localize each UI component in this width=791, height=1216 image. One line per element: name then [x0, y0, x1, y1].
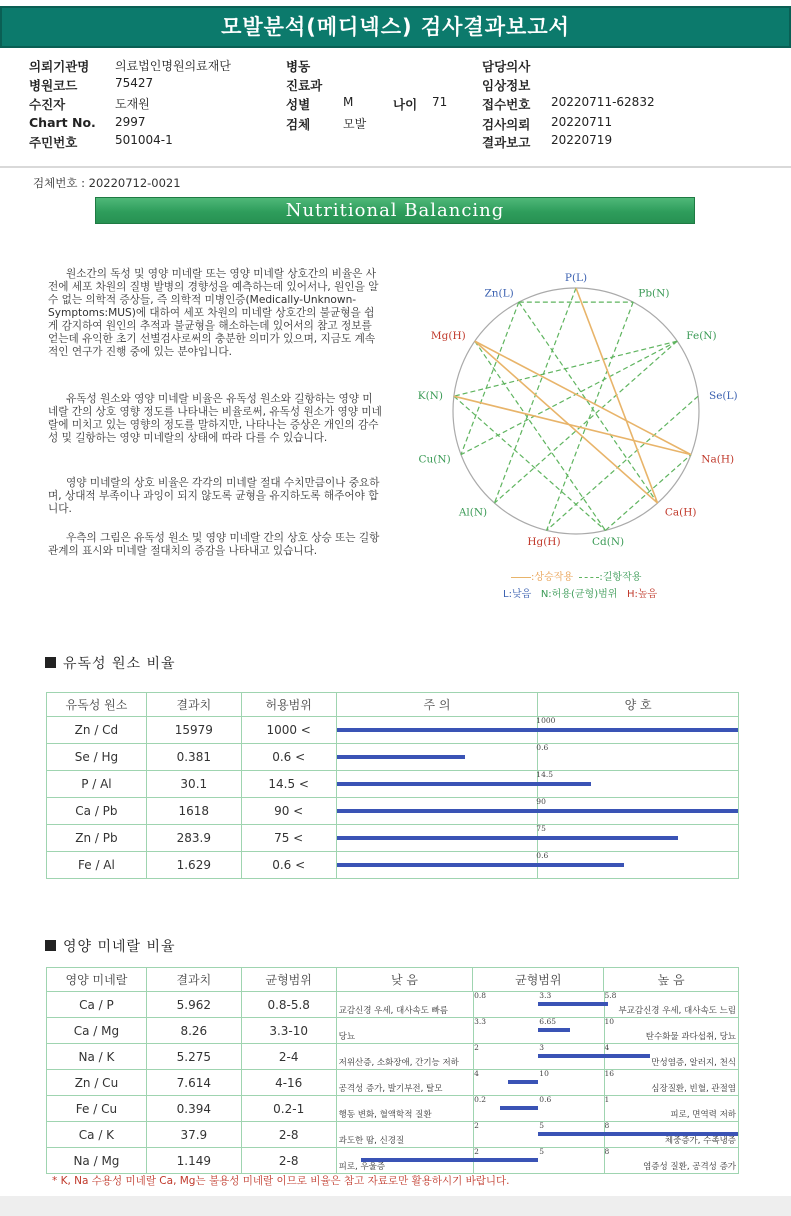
toxic-name-cell: Zn / Pb — [47, 825, 147, 852]
toxic-header-result: 결과치 — [146, 693, 241, 717]
range-tick-label: 5.8 — [604, 991, 617, 1000]
nutrient-section-title — [45, 936, 176, 956]
toxic-bar-cell — [336, 771, 738, 798]
toxic-name-cell: P / Al — [47, 771, 147, 798]
low-description: 피로, 우울증 — [338, 1162, 386, 1172]
toxic-row — [47, 852, 739, 879]
legend-high: H:높음 — [626, 589, 658, 600]
nutrient-name-cell: Na / K — [47, 1044, 147, 1070]
range-tick-label: 8 — [604, 1147, 610, 1156]
report-date-value: 20220719 — [551, 133, 613, 147]
low-description: 당뇨 — [338, 1032, 356, 1042]
toxic-ratio-bar — [337, 809, 738, 813]
toxic-bar-cell — [336, 852, 738, 879]
wheel-node-label: Mg(H) — [430, 329, 466, 342]
toxic-bar-cell — [336, 798, 738, 825]
age-value: 71 — [432, 95, 448, 109]
range-tick-label: 4 — [474, 1069, 479, 1078]
nutrient-result-cell: 5.962 — [146, 992, 241, 1018]
nutrient-row — [47, 1070, 739, 1096]
toxic-result-cell: 1618 — [146, 798, 241, 825]
toxic-header-element: 유독성 원소 — [47, 693, 147, 717]
nutrient-result-cell: 5.275 — [146, 1044, 241, 1070]
range-tick-label: 0.6 — [539, 1095, 552, 1104]
nutrient-name-cell: Fe / Cu — [47, 1096, 147, 1122]
toxic-bar-cell — [336, 825, 738, 852]
institution-label: 의뢰기관명 — [29, 59, 90, 74]
toxic-range-cell: 90 < — [241, 798, 336, 825]
range-tick-label: 1 — [604, 1095, 610, 1104]
paragraph-1: 원소간의 독성 및 영양 미네랄 또는 영양 미네랄 상호간의 비율은 사전에 세포 차원의 질병 발병의 경향성을 예측하는데 있어서나, 원인을 알 수 없는 의학적 증상들, 즉 의학적 미병인증(Medically-Unknown-Symptoms:MUS)에 대하여 세포 차원의 미네랄 상호간의 불균형을 쉽게 감지하여 원인의 추적과 불균형을 해소하는데 있어서의 참고 정보를 얻는데 유익한 초기 선별검사로써의 충분한 의미가 있으며, 지금도 계속적인 연구가 진행 중에 있는 분야입니다. — [48, 268, 379, 358]
toxic-result-cell: 30.1 — [146, 771, 241, 798]
wheel-circle — [453, 288, 699, 534]
range-tick-label: 2 — [474, 1121, 479, 1130]
nutrient-section-title-text: 영양 미네랄 비율 — [63, 939, 176, 955]
sex-label: 성별 — [286, 97, 311, 112]
range-tick-label: 4 — [604, 1043, 610, 1052]
bottom-strip — [0, 1196, 791, 1216]
threshold-tick-label: 0.6 — [536, 743, 549, 752]
range-tick-label: 6.65 — [539, 1017, 556, 1026]
high-description: 염증성 질환, 공격성 증가 — [643, 1162, 736, 1172]
nutrient-result-cell: 1.149 — [146, 1148, 241, 1174]
nutrient-row — [47, 1044, 739, 1070]
synergy-swatch — [511, 577, 531, 578]
chart-no-value: 2997 — [115, 115, 146, 129]
nutrient-row — [47, 992, 739, 1018]
nutrient-name-cell: Ca / Mg — [47, 1018, 147, 1044]
dept-label: 진료과 — [286, 78, 323, 93]
toxic-name-cell: Zn / Cd — [47, 717, 147, 744]
clinical-label: 임상정보 — [482, 78, 531, 93]
legend-low: L:낮음 — [503, 589, 532, 600]
nutrient-ratio-table — [46, 967, 739, 1174]
resident-no-value: 501004-1 — [115, 133, 173, 147]
nutrient-row — [47, 1018, 739, 1044]
toxic-name-cell: Ca / Pb — [47, 798, 147, 825]
nutrient-name-cell: Ca / K — [47, 1122, 147, 1148]
range-tick-label: 3 — [539, 1043, 545, 1052]
toxic-result-cell: 1.629 — [146, 852, 241, 879]
toxic-name-cell: Se / Hg — [47, 744, 147, 771]
toxic-result-cell: 15979 — [146, 717, 241, 744]
wheel-node-label: Fe(N) — [686, 329, 717, 342]
nutrient-range-cell: 0.8-5.8 — [241, 992, 336, 1018]
toxic-range-cell: 14.5 < — [241, 771, 336, 798]
nutrient-bar-cell — [336, 1122, 738, 1148]
range-tick-label: 16 — [604, 1069, 615, 1078]
paragraph-3: 영양 미네랄의 상호 비율은 각각의 미네랄 절대 수치만큼이나 중요하며, 상대적 부족이나 과잉이 되지 않도록 균형을 유지하도록 해주어야 합니다. — [48, 477, 380, 515]
request-label: 검사의뢰 — [482, 117, 531, 132]
range-tick-label: 5 — [539, 1147, 545, 1156]
toxic-ratio-bar — [337, 728, 738, 732]
nutrient-header-range: 균형범위 — [241, 968, 336, 992]
nutrient-result-cell: 37.9 — [146, 1122, 241, 1148]
nutrient-ratio-bar — [538, 1132, 738, 1136]
toxic-row — [47, 771, 739, 798]
nutrient-ratio-bar — [508, 1080, 538, 1084]
nutrient-range-cell: 4-16 — [241, 1070, 336, 1096]
nutrient-header-mineral: 영양 미네랄 — [47, 968, 147, 992]
toxic-range-cell: 0.6 < — [241, 852, 336, 879]
toxic-row — [47, 717, 739, 744]
report-label: 결과보고 — [482, 135, 531, 150]
footnote: * K, Na 수용성 미네랄 Ca, Mg는 불용성 미네랄 이므로 비율은 참고 자료로만 활용하시기 바랍니다. — [52, 1175, 510, 1187]
receipt-no-label: 접수번호 — [482, 97, 531, 112]
toxic-ratio-bar — [337, 863, 624, 867]
range-tick-label: 2 — [474, 1043, 479, 1052]
high-description: 부교감신경 우세, 대사속도 느림 — [618, 1006, 736, 1016]
toxic-bar-cell — [336, 717, 738, 744]
wheel-node-label: Zn(L) — [484, 287, 514, 300]
antagonism-swatch — [579, 577, 599, 578]
paragraph-2: 유독성 원소와 영양 미네랄 비율은 유독성 원소와 길항하는 영양 미네랄 간의 상호 영향 정도를 나타내는 비율로써, 유독성 원소가 영양 미네랄에 미치고 있는 영향의 정도를 말하지만, 나타나는 증상은 개인의 감수성 및 길항하는 영양 미네랄의 상태에 따라 다를 수 있습니다. — [48, 393, 382, 444]
nutrient-header-balance: 균형범위 — [473, 968, 604, 992]
threshold-tick-label: 1000 — [536, 716, 556, 725]
range-tick-label: 10 — [604, 1017, 615, 1026]
wheel-node-label: Al(N) — [458, 506, 488, 519]
low-description: 과도한 땀, 신경질 — [338, 1136, 405, 1146]
range-tick-label: 8 — [604, 1121, 610, 1130]
range-tick-label: 0.8 — [474, 991, 486, 1000]
nutrient-header-result: 결과치 — [146, 968, 241, 992]
chart-no-label: Chart No. — [29, 115, 96, 130]
threshold-tick-label: 14.5 — [536, 770, 553, 779]
nutrient-result-cell: 7.614 — [146, 1070, 241, 1096]
nutrient-bar-cell — [336, 1018, 738, 1044]
receipt-no-value: 20220711-62832 — [551, 95, 655, 109]
hospital-code-value: 75427 — [115, 76, 154, 90]
ward-label: 병동 — [286, 59, 311, 74]
specimen-value: 모발 — [343, 117, 367, 131]
nutrient-row — [47, 1148, 739, 1174]
high-description: 탄수화물 과다섭취, 당뇨 — [645, 1032, 736, 1042]
request-date-value: 20220711 — [551, 115, 613, 129]
nutritional-balancing-banner: Nutritional Balancing — [95, 197, 695, 224]
high-description: 피로, 면역력 저하 — [670, 1110, 736, 1120]
nutrient-header-low: 낮 음 — [336, 968, 473, 992]
nutrient-range-cell: 0.2-1 — [241, 1096, 336, 1122]
nutrient-range-cell: 2-8 — [241, 1148, 336, 1174]
nutrient-ratio-bar — [500, 1106, 538, 1110]
range-tick-label: 5 — [539, 1121, 545, 1130]
wheel-node-label: Hg(H) — [527, 536, 561, 549]
wheel-node-label: Na(H) — [701, 453, 735, 466]
range-tick-label: 3.3 — [539, 991, 552, 1000]
toxic-result-cell: 283.9 — [146, 825, 241, 852]
toxic-result-cell: 0.381 — [146, 744, 241, 771]
age-label: 나이 — [393, 97, 418, 112]
toxic-range-cell: 1000 < — [241, 717, 336, 744]
toxic-bar-cell — [336, 744, 738, 771]
nutrient-name-cell: Zn / Cu — [47, 1070, 147, 1096]
low-description: 공격성 증가, 발기부전, 탈모 — [338, 1084, 443, 1094]
wheel-node-label: Pb(N) — [638, 287, 670, 300]
toxic-ratio-bar — [337, 836, 678, 840]
nutrient-bar-cell — [336, 1148, 738, 1174]
nutrient-ratio-bar — [538, 1028, 570, 1032]
hospital-code-label: 병원코드 — [29, 78, 78, 93]
toxic-row — [47, 798, 739, 825]
sex-value: M — [343, 95, 354, 109]
institution-value: 의료법인명원의료재단 — [115, 59, 231, 73]
legend-levels — [503, 585, 657, 600]
nutrient-result-cell: 0.394 — [146, 1096, 241, 1122]
nutrient-row — [47, 1096, 739, 1122]
threshold-tick-label: 75 — [536, 824, 546, 833]
threshold-tick-label: 90 — [536, 797, 546, 806]
antagonism-line — [475, 341, 606, 530]
legend-antagonism: :길항작용 — [599, 572, 642, 583]
wheel-node-label: P(L) — [564, 272, 588, 284]
recipient-value: 도재원 — [115, 97, 150, 111]
doctor-label: 담당의사 — [482, 59, 531, 74]
wheel-node-label: Cd(N) — [591, 536, 625, 549]
nutrient-row — [47, 1122, 739, 1148]
nutrient-header-high: 높 음 — [604, 968, 739, 992]
toxic-row — [47, 744, 739, 771]
legend-line-types — [511, 568, 641, 583]
specimen-label: 검체 — [286, 117, 311, 132]
toxic-range-cell: 75 < — [241, 825, 336, 852]
antagonism-line — [461, 302, 519, 455]
toxic-ratio-table — [46, 692, 739, 879]
specimen-id: 검체번호 : 20220712-0021 — [33, 176, 181, 190]
toxic-range-cell: 0.6 < — [241, 744, 336, 771]
report-title: 모발분석(메디넥스) 검사결과보고서 — [0, 6, 791, 48]
toxic-header-good: 양 호 — [538, 693, 739, 717]
resident-no-label: 주민번호 — [29, 135, 78, 150]
legend-normal: N:허용(균형)범위 — [540, 589, 618, 600]
low-description: 행동 변화, 혈액학적 질환 — [338, 1110, 432, 1120]
divider — [0, 166, 791, 168]
high-description: 만성염증, 알러지, 천식 — [651, 1058, 736, 1068]
nutrient-result-cell: 8.26 — [146, 1018, 241, 1044]
toxic-header-caution: 주 의 — [336, 693, 538, 717]
toxic-section-title — [45, 653, 176, 673]
wheel-node-label: Ca(H) — [664, 506, 697, 519]
nutrient-range-cell: 3.3-10 — [241, 1018, 336, 1044]
toxic-name-cell: Fe / Al — [47, 852, 147, 879]
mineral-wheel-diagram — [415, 255, 745, 570]
wheel-node-label: Se(L) — [709, 389, 738, 402]
nutrient-bar-cell — [336, 1044, 738, 1070]
range-tick-label: 2 — [474, 1147, 479, 1156]
range-tick-label: 3.3 — [474, 1017, 486, 1026]
toxic-header-range: 허용범위 — [241, 693, 336, 717]
synergy-line — [454, 396, 691, 454]
high-description: 심장질환, 빈혈, 관절염 — [651, 1084, 736, 1094]
synergy-line — [576, 288, 658, 503]
nutrient-name-cell: Na / Mg — [47, 1148, 147, 1174]
nutrient-bar-cell — [336, 992, 738, 1018]
nutrient-range-cell: 2-4 — [241, 1044, 336, 1070]
nutrient-ratio-bar — [538, 1054, 650, 1058]
range-tick-label: 0.2 — [474, 1095, 486, 1104]
antagonism-line — [605, 455, 691, 531]
toxic-section-title-text: 유독성 원소 비율 — [63, 656, 176, 672]
low-description: 저위산증, 소화장애, 간기능 저하 — [338, 1058, 459, 1068]
toxic-ratio-bar — [337, 755, 465, 759]
nutrient-ratio-bar — [538, 1002, 608, 1006]
wheel-node-label: Cu(N) — [418, 453, 451, 466]
paragraph-4: 우측의 그림은 유독성 원소 및 영양 미네랄 간의 상호 상승 또는 길항 관계의 표시와 미네랄 절대치의 증감을 나타내고 있습니다. — [48, 532, 380, 557]
range-tick-label: 10 — [539, 1069, 549, 1078]
legend-synergy: :상승작용 — [531, 572, 574, 583]
high-description: 체중증가, 수족냉증 — [664, 1136, 736, 1146]
recipient-label: 수진자 — [29, 97, 66, 112]
low-description: 교감신경 우세, 대사속도 빠름 — [338, 1006, 448, 1016]
nutrient-bar-cell — [336, 1070, 738, 1096]
nutrient-name-cell: Ca / P — [47, 992, 147, 1018]
toxic-ratio-bar — [337, 782, 592, 786]
wheel-node-label: K(N) — [417, 389, 443, 402]
nutrient-bar-cell — [336, 1096, 738, 1122]
toxic-row — [47, 825, 739, 852]
threshold-tick-label: 0.6 — [536, 851, 549, 860]
nutrient-ratio-bar — [361, 1158, 538, 1162]
nutrient-range-cell: 2-8 — [241, 1122, 336, 1148]
